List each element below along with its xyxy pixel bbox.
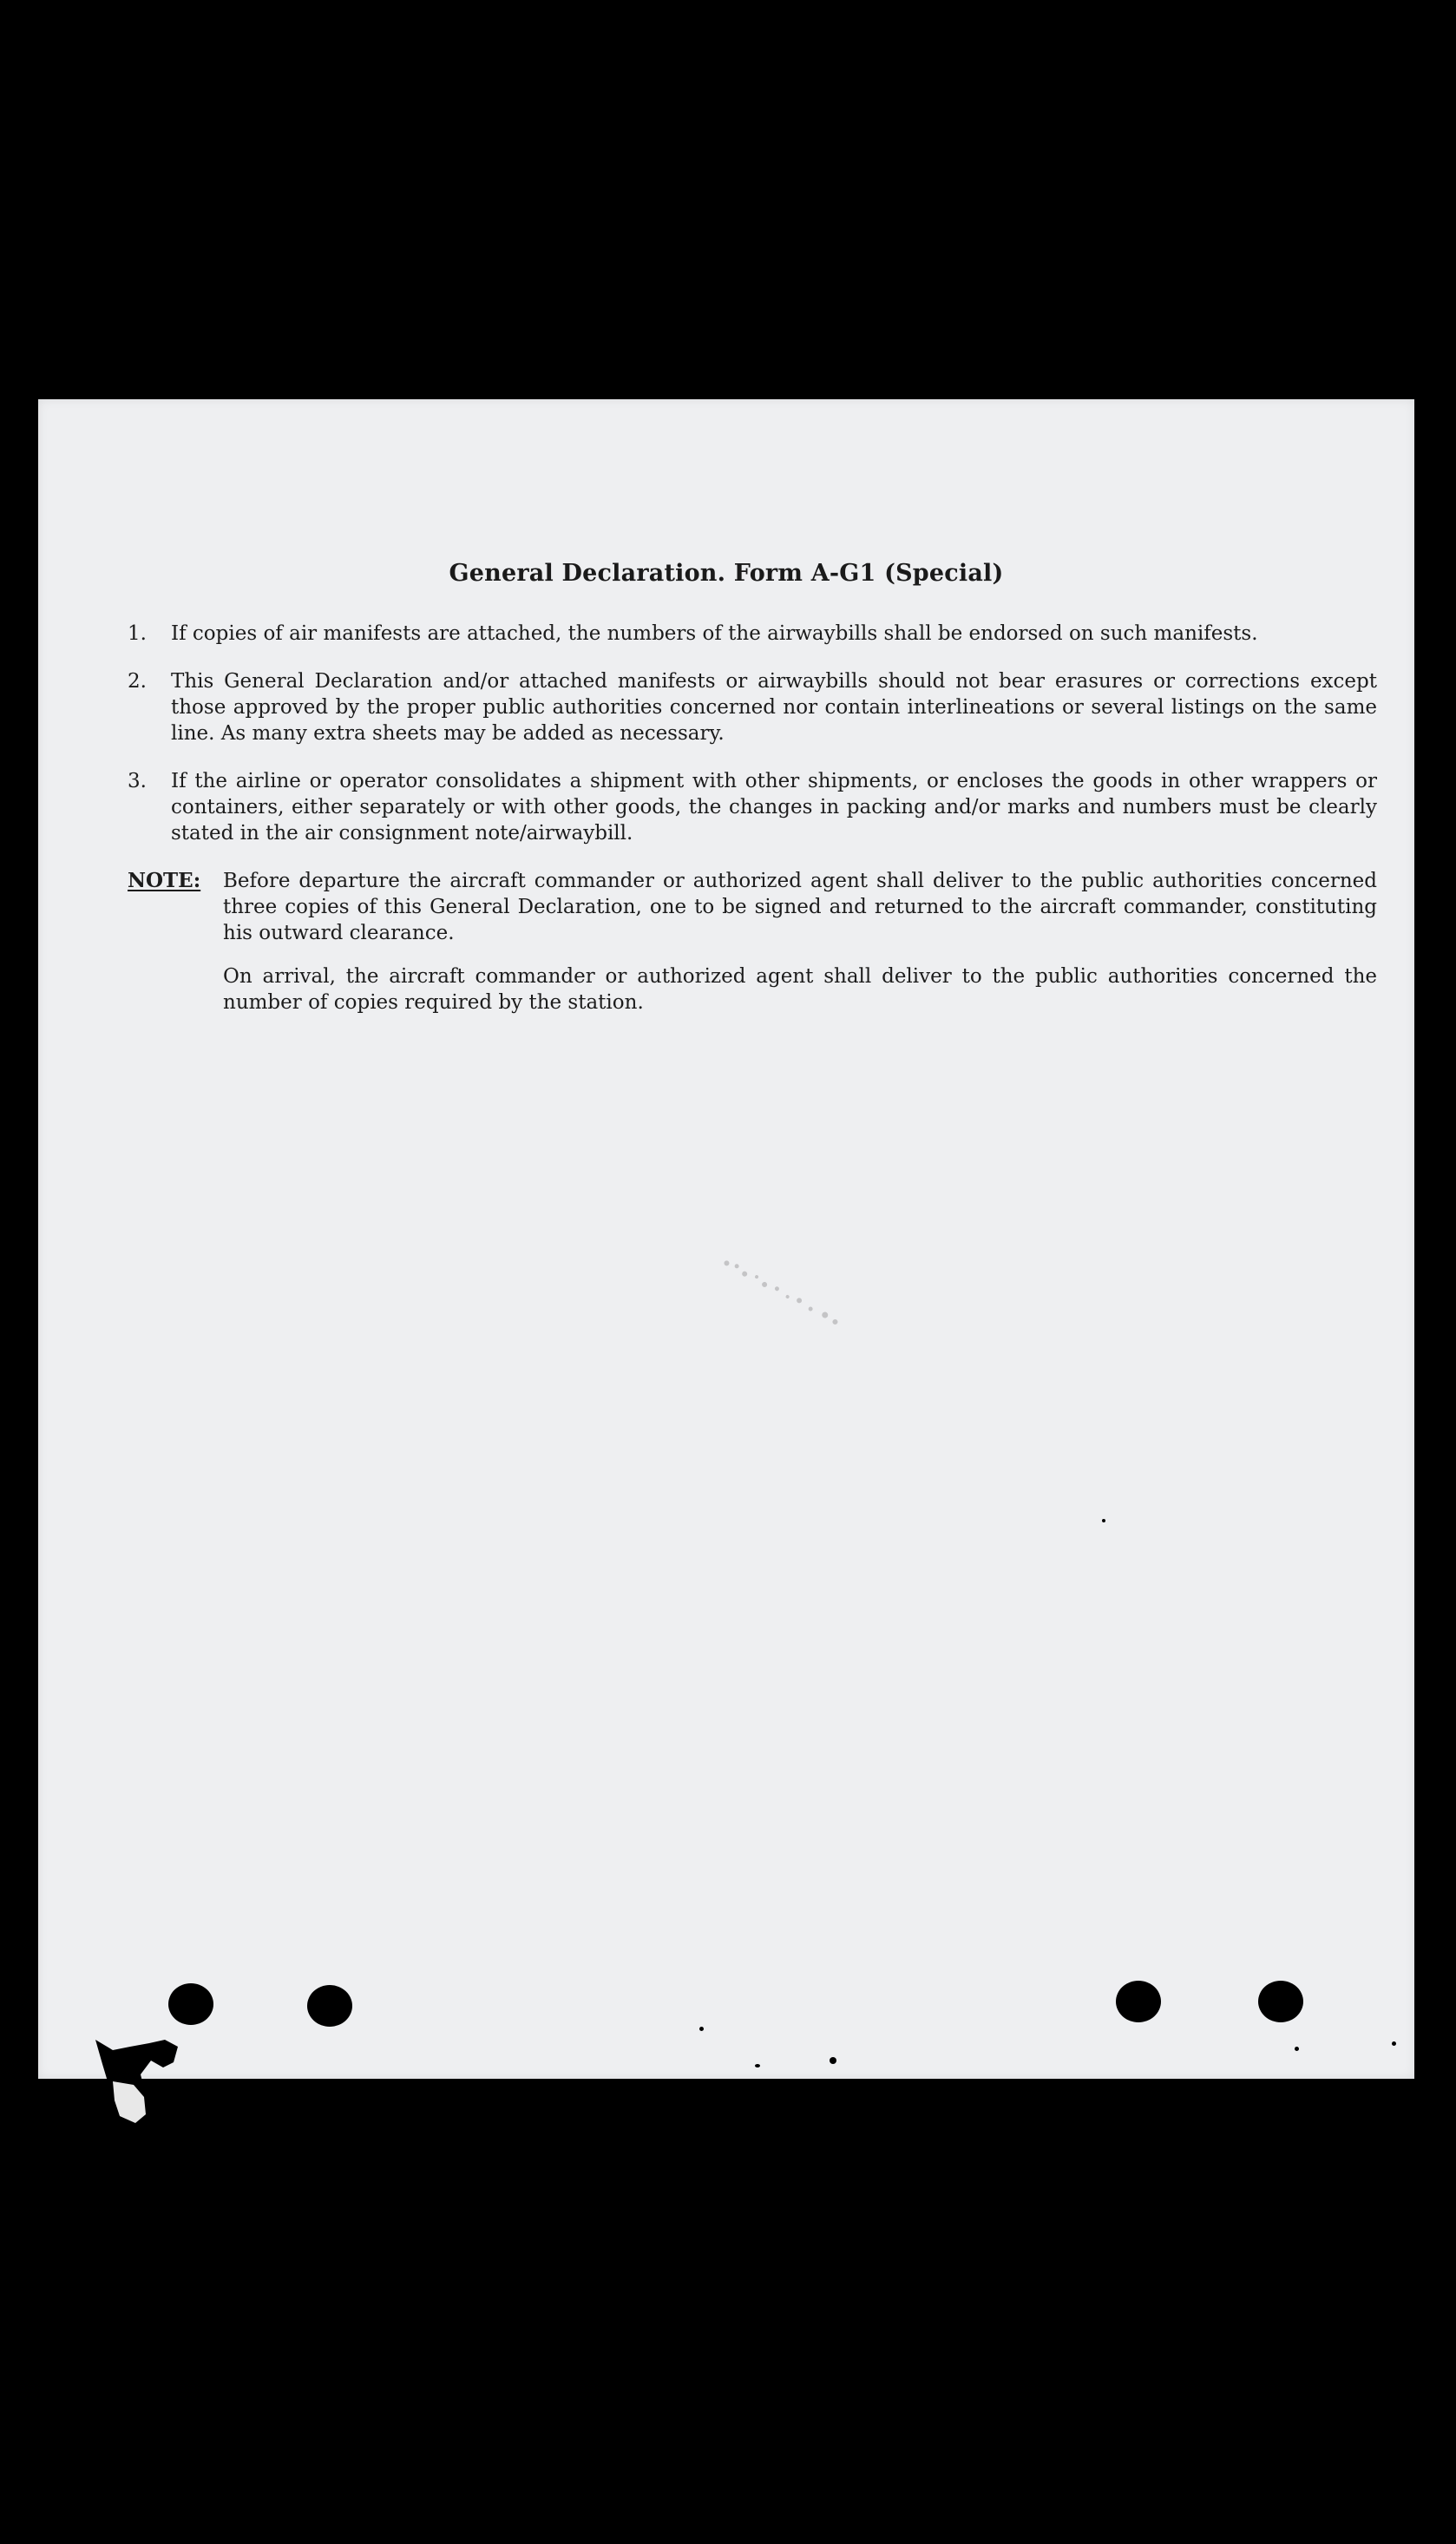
dust-speck: [830, 2057, 836, 2064]
note-label: NOTE:: [128, 869, 201, 892]
note-block: [128, 868, 1377, 946]
list-item: [128, 768, 1377, 846]
item-text: If copies of air manifests are attached, the numbers of the airwaybills shall be endorsed on such manifests.: [171, 622, 1258, 645]
dust-speck: [699, 2027, 704, 2031]
item-text: If the airline or operator consolidates a shipment with other shipments, or encloses the goods in other wrappers or containers, either separately or with other goods, the changes in packing and/or marks and numbers must be clearly stated in the air consignment note/airwaybill.: [171, 770, 1377, 845]
punch-hole: [168, 1983, 213, 2025]
punch-hole: [1116, 1981, 1161, 2022]
faint-stamp-mark: [711, 1246, 858, 1341]
punch-hole: [1258, 1981, 1303, 2022]
dust-speck: [755, 2064, 760, 2067]
list-item: [128, 621, 1377, 647]
document-title: General Declaration. Form A-G1 (Special): [449, 560, 1004, 587]
dust-speck: [1392, 2041, 1396, 2046]
list-item: [128, 668, 1377, 746]
punch-hole: [307, 1985, 352, 2027]
dust-speck: [1102, 1519, 1105, 1522]
item-number: 1.: [128, 622, 147, 645]
item-number: 2.: [128, 670, 147, 693]
document-page: [38, 399, 1414, 2079]
note-paragraph-departure: Before departure the aircraft commander or authorized agent shall deliver to the public authorities concerned three copies of this General Declaration, one to be signed and returned to the aircraft commander, constituting his outward clearance.: [223, 870, 1377, 944]
note-paragraph-arrival: On arrival, the aircraft commander or authorized agent shall deliver to the public authorities concerned the number of copies required by the station.: [223, 965, 1377, 1014]
torn-corner: [95, 2040, 191, 2127]
dust-speck: [1295, 2047, 1299, 2051]
item-text: This General Declaration and/or attached manifests or airwaybills should not bear erasures or corrections except those approved by the proper public authorities concerned nor contain interlineations or several listings on the same line. As many extra sheets may be added as necessary.: [171, 670, 1377, 745]
item-number: 3.: [128, 770, 147, 792]
